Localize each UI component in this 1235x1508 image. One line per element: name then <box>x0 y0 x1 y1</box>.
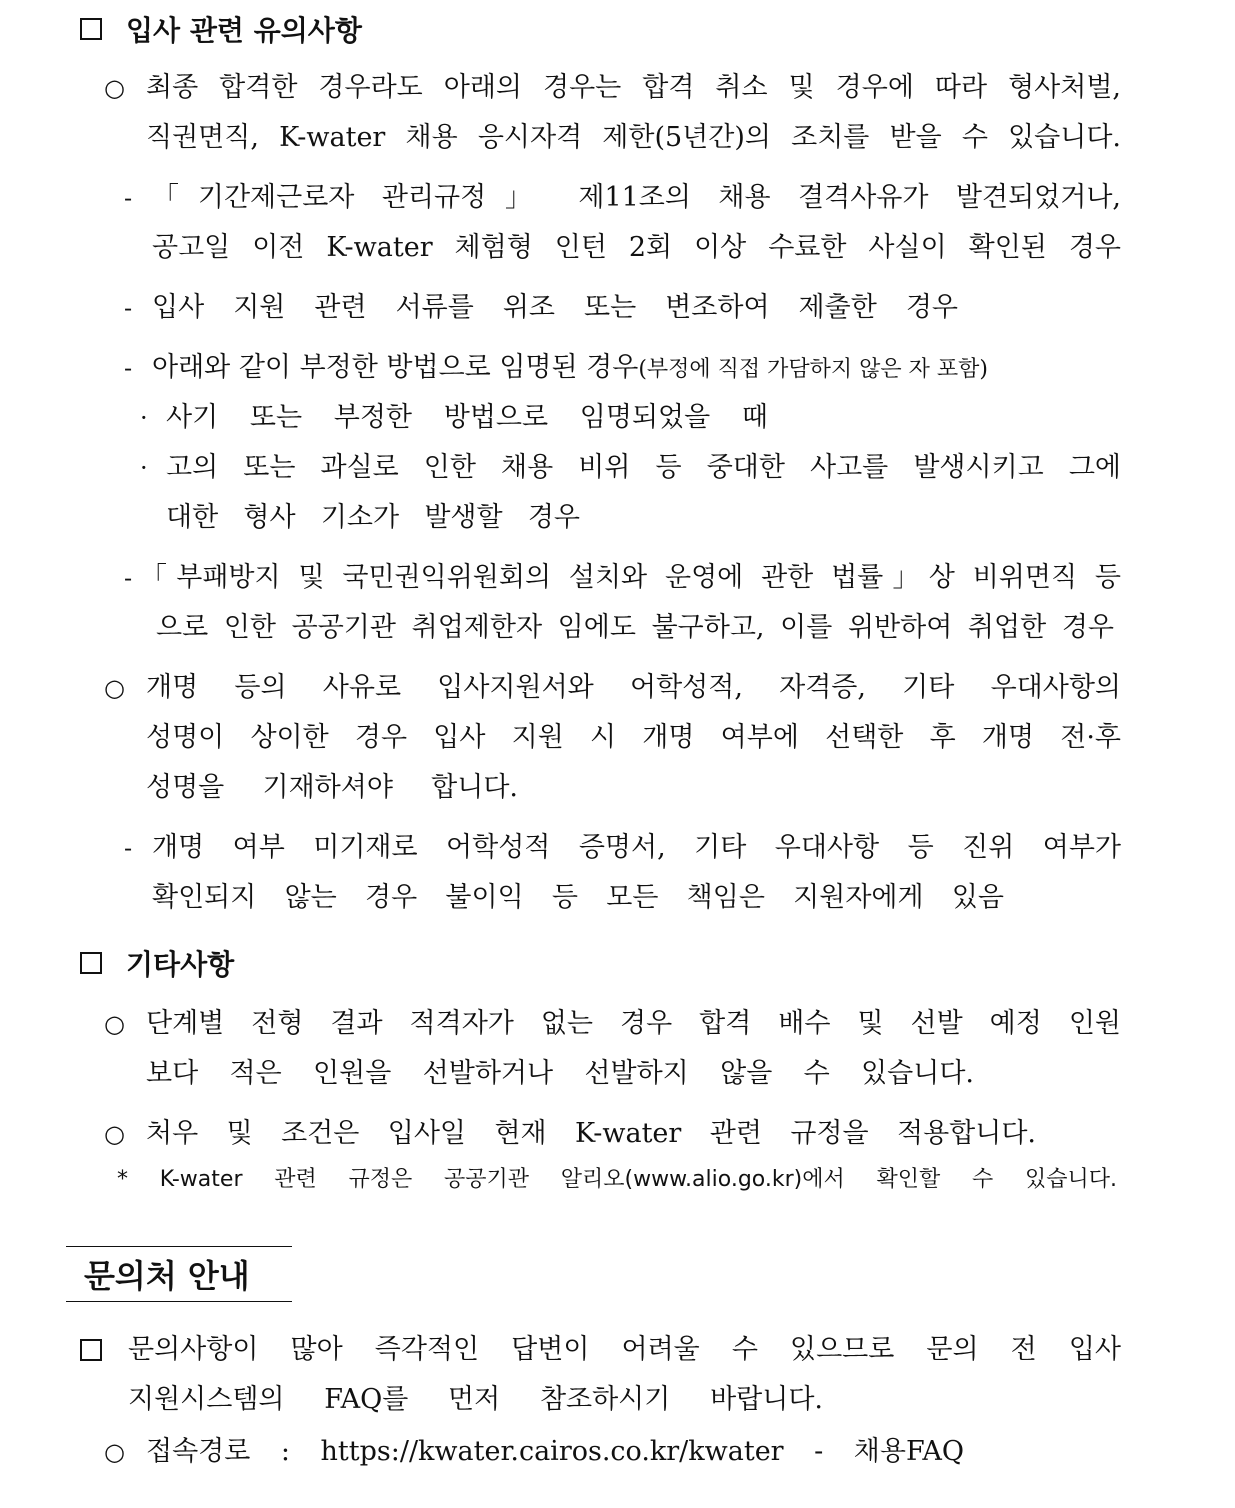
contact-route-link[interactable]: 접속경로 : https://kwater.cairos.co.kr/kwater - 채용FAQ <box>146 1436 964 1467</box>
dot-bullet: · <box>140 454 148 482</box>
circle-bullet: ○ <box>104 674 125 702</box>
checkbox-square-icon <box>80 18 102 40</box>
dash-line: 으로 인한 공공기관 취업제한자 임에도 불구하고, 이를 위반하여 취업한 경우 <box>156 612 1114 643</box>
dash-line: 「부패방지 및 국민권익위원회의 설치와 운영에 관한 법률」상 비위면직 등 <box>140 562 1121 593</box>
checkbox-square-icon <box>80 952 102 974</box>
dash-line-main: 아래와 같이 부정한 방법으로 임명된 경우 <box>152 352 639 383</box>
dash-bullet: - <box>124 564 133 592</box>
contact-note <box>80 1328 126 1372</box>
section-heading-text: 입사 관련 유의사항 <box>126 14 362 47</box>
contact-note-line: 지원시스템의 FAQ를 먼저 참조하시기 바랍니다. <box>128 1384 823 1415</box>
dash-line-paren: (부정에 직접 가담하지 않은 자 포함) <box>638 357 988 382</box>
dash-bullet: - <box>124 834 133 862</box>
bullet-line: 단계별 전형 결과 적격자가 없는 경우 합격 배수 및 선발 예정 인원 <box>146 1008 1121 1039</box>
footnote: * K-water 관련 규정은 공공기관 알리오(www.alio.go.kr)에서 확인할 수 있습니다. <box>117 1167 1117 1192</box>
circle-bullet: ○ <box>104 1010 125 1038</box>
dot-line: 대한 형사 기소가 발생할 경우 <box>166 502 580 533</box>
contact-title <box>66 1246 292 1302</box>
dash-bullet: - <box>124 354 133 382</box>
contact-title-text: 문의처 안내 <box>84 1257 250 1295</box>
section-heading-others <box>80 942 234 984</box>
dot-line: 고의 또는 과실로 인한 채용 비위 등 중대한 사고를 발생시키고 그에 <box>166 452 1121 483</box>
dot-bullet: · <box>140 404 148 432</box>
bullet-line: 보다 적은 인원을 선발하거나 선발하지 않을 수 있습니다. <box>146 1058 974 1089</box>
bullet-line: 개명 등의 사유로 입사지원서와 어학성적, 자격증, 기타 우대사항의 <box>146 672 1121 703</box>
dash-line: 공고일 이전 K-water 체험형 인턴 2회 이상 수료한 사실이 확인된 경우 <box>152 232 1121 263</box>
section-heading-text: 기타사항 <box>126 948 235 981</box>
bullet-line: 성명이 상이한 경우 입사 지원 시 개명 여부에 선택한 후 개명 전·후 <box>146 722 1121 753</box>
dash-line: 입사 지원 관련 서류를 위조 또는 변조하여 제출한 경우 <box>152 292 958 323</box>
circle-bullet: ○ <box>104 1438 125 1466</box>
dot-line: 사기 또는 부정한 방법으로 임명되었을 때 <box>166 402 768 433</box>
dash-line: 「기간제근로자 관리규정」 제11조의 채용 결격사유가 발견되었거나, <box>152 182 1121 213</box>
section-heading-admission-notes <box>80 8 362 50</box>
bullet-line: 성명을 기재하셔야 합니다. <box>146 772 518 803</box>
dash-line: 확인되지 않는 경우 불이익 등 모든 책임은 지원자에게 있음 <box>152 882 1004 913</box>
bullet-line: 직권면직, K-water 채용 응시자격 제한(5년간)의 조치를 받을 수 있습니다. <box>146 122 1121 153</box>
bullet-line: 처우 및 조건은 입사일 현재 K-water 관련 규정을 적용합니다. <box>146 1118 1036 1149</box>
contact-note-line: 문의사항이 많아 즉각적인 답변이 어려울 수 있으므로 문의 전 입사 <box>128 1334 1121 1365</box>
dash-line <box>152 346 1121 392</box>
circle-bullet: ○ <box>104 1120 125 1148</box>
bullet-line: 최종 합격한 경우라도 아래의 경우는 합격 취소 및 경우에 따라 형사처벌, <box>146 72 1121 103</box>
dash-bullet: - <box>124 294 133 322</box>
checkbox-square-icon <box>80 1339 102 1361</box>
dash-bullet: - <box>124 184 133 212</box>
dash-line: 개명 여부 미기재로 어학성적 증명서, 기타 우대사항 등 진위 여부가 <box>152 832 1121 863</box>
circle-bullet: ○ <box>104 74 125 102</box>
